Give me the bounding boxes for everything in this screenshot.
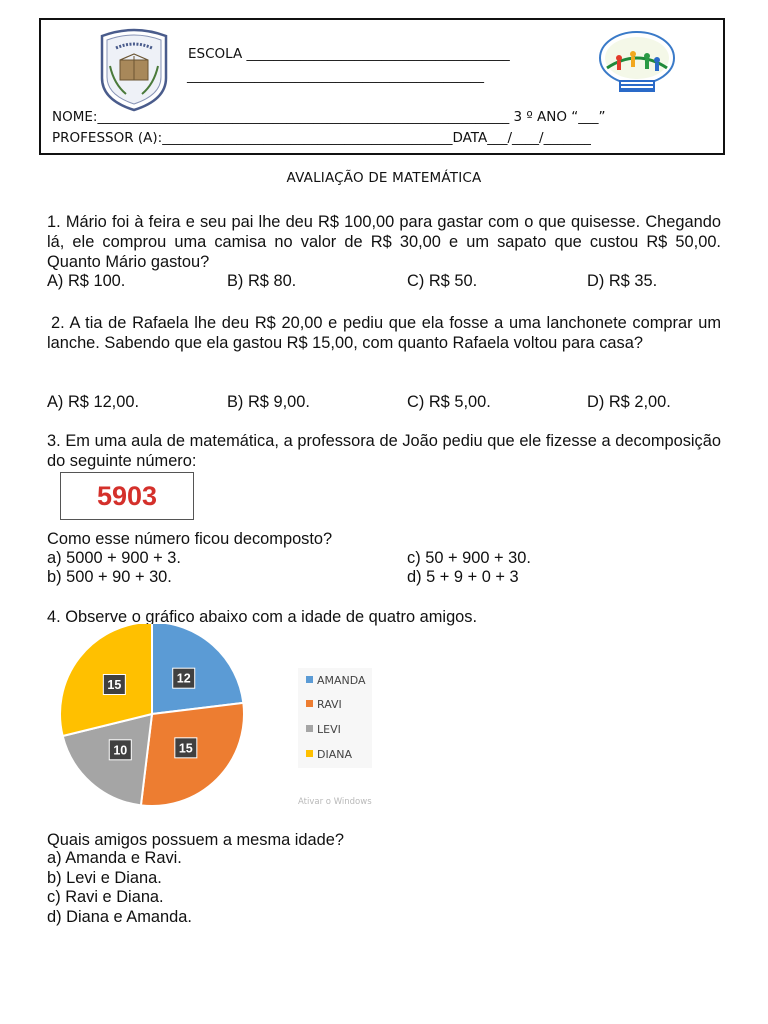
question-1-options	[47, 271, 727, 291]
q1-option-b: B) R$ 80.	[227, 272, 297, 290]
school-name-blank: _______________________________________	[246, 46, 510, 62]
legend-swatch-ravi	[306, 700, 313, 707]
activation-watermark: Ativar o Windows	[298, 797, 372, 807]
q1-option-d: D) R$ 35.	[587, 272, 658, 290]
q2-option-b: B) R$ 9,00.	[227, 393, 310, 411]
teacher-line	[52, 130, 591, 146]
q3-option-c: c) 50 + 900 + 30.	[407, 549, 531, 567]
question-3-options-row-1	[47, 548, 727, 568]
legend-item-ravi	[306, 698, 342, 711]
school-line	[188, 46, 510, 62]
legend-label-amanda: AMANDA	[317, 674, 366, 687]
legend-item-diana	[306, 748, 352, 761]
question-2-options	[47, 392, 727, 412]
question-3-options-row-2	[47, 567, 727, 587]
grade-text: 3 º ANO “___”	[513, 109, 606, 125]
date-text: DATA___/____/_______	[452, 130, 591, 146]
secretaria-logo	[597, 28, 677, 101]
question-3-prompt: Como esse número ficou decomposto?	[47, 530, 333, 548]
pie-label-levi: 10	[113, 743, 128, 758]
school-label: ESCOLA	[188, 46, 243, 62]
legend-swatch-levi	[306, 725, 313, 732]
q1-option-c: C) R$ 50.	[407, 272, 478, 290]
legend-item-amanda	[306, 674, 366, 687]
chart-legend	[298, 668, 372, 768]
name-blank: _____________________________________________________________	[97, 109, 510, 125]
legend-swatch-diana	[306, 750, 313, 757]
question-4-prompt: Quais amigos possuem a mesma idade?	[47, 831, 345, 849]
name-label: NOME:	[52, 109, 98, 125]
q3-option-b: b) 500 + 90 + 30.	[47, 568, 172, 586]
pie-label-diana: 15	[107, 677, 122, 692]
school-header	[39, 18, 725, 155]
q4-option-d: d) Diana e Amanda.	[47, 908, 192, 926]
q2-option-c: C) R$ 5,00.	[407, 393, 491, 411]
legend-label-levi: LEVI	[317, 723, 341, 736]
q2-option-d: D) R$ 2,00.	[587, 393, 671, 411]
number-5903-box: 5903	[60, 472, 194, 520]
q1-option-a: A) R$ 100.	[47, 272, 126, 290]
question-2-text: 2. A tia de Rafaela lhe deu R$ 20,00 e pediu que ela fosse a uma lanchonete comprar um lanche. Sabendo que ela gastou R$ 15,00, com quanto Rafaela voltou para casa?	[47, 314, 721, 352]
age-pie-chart	[52, 624, 262, 814]
question-3-text: 3. Em uma aula de matemática, a professora de João pediu que ele fizesse a decomposição do seguinte número:	[47, 432, 721, 470]
teacher-blank: ___________________________________________	[162, 130, 453, 146]
legend-item-levi	[306, 723, 341, 736]
question-1-text: 1. Mário foi à feira e seu pai lhe deu R$ 100,00 para gastar com o que quisesse. Chegando lá, ele comprou uma camisa no valor de R$ 30,00 e um sapato que custou R$ 50,00. Quanto Mário gastou?	[47, 213, 721, 271]
q3-option-a: a) 5000 + 900 + 3.	[47, 549, 181, 567]
q3-option-d: d) 5 + 9 + 0 + 3	[407, 568, 519, 586]
q4-option-c: c) Ravi e Diana.	[47, 888, 164, 906]
q2-option-a: A) R$ 12,00.	[47, 393, 140, 411]
question-4-text: 4. Observe o gráfico abaixo com a idade de quatro amigos.	[47, 608, 478, 626]
pie-label-ravi: 15	[178, 741, 193, 756]
teacher-label: PROFESSOR (A):	[52, 130, 163, 146]
q4-option-a: a) Amanda e Ravi.	[47, 849, 182, 867]
school-crest-logo	[96, 26, 172, 117]
pie-slice-amanda	[152, 624, 243, 714]
exam-title: AVALIAÇÃO DE MATEMÁTICA	[286, 170, 482, 186]
school-name-blank-2: ____________________________________________	[187, 68, 484, 84]
pie-label-amanda: 12	[176, 671, 191, 686]
legend-label-diana: DIANA	[317, 748, 352, 761]
q4-option-b: b) Levi e Diana.	[47, 869, 162, 887]
legend-swatch-amanda	[306, 676, 313, 683]
legend-label-ravi: RAVI	[317, 698, 342, 711]
name-line	[52, 109, 606, 125]
